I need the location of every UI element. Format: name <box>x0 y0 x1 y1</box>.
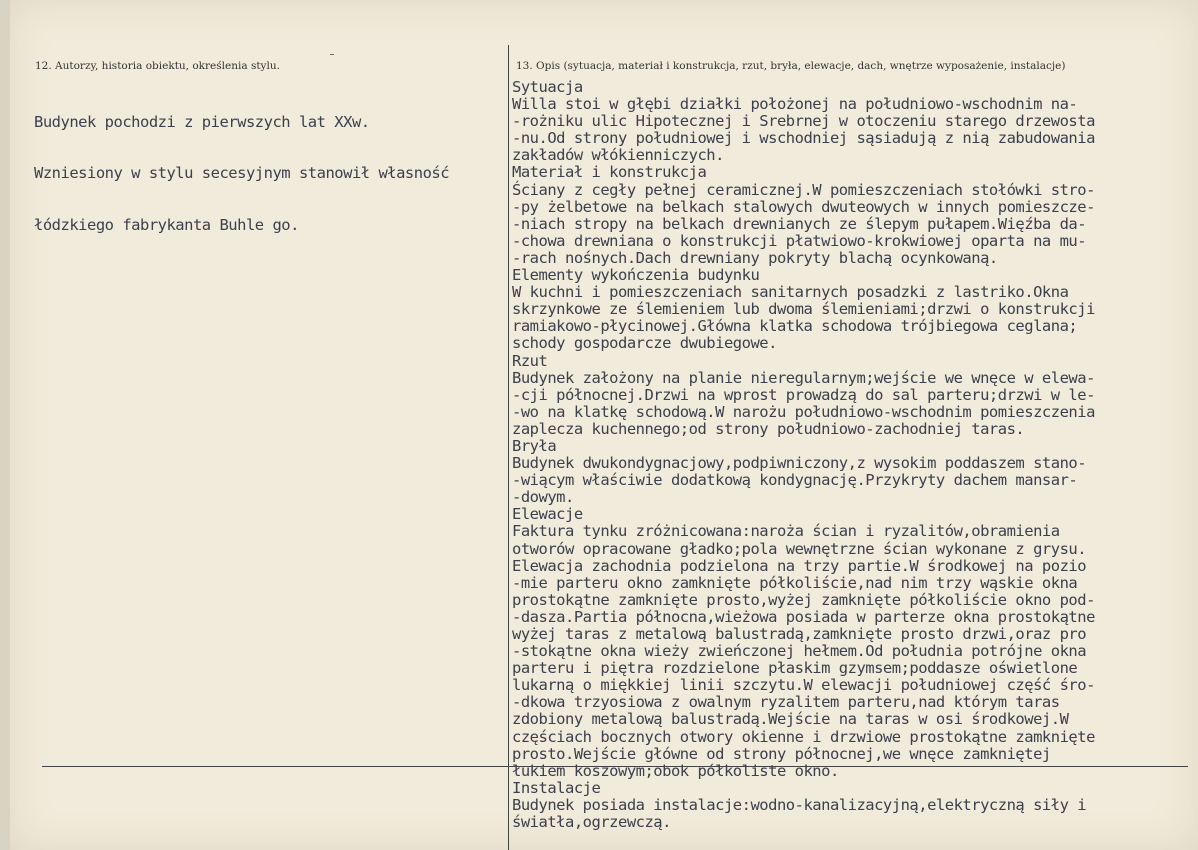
column-divider <box>508 45 509 850</box>
text-line: Budynek założony na planie nieregularnym;wejście we wnęce w elewa- <box>512 368 1095 387</box>
text-line: prostokątne zamknięte prosto,wyżej zamknięte półkoliście okno pod- <box>512 590 1095 609</box>
text-line: -dkowa trzyosiowa z owalnym ryzalitem parteru,nad którym taras <box>512 693 1060 712</box>
field-label-authors-history: 12. Autorzy, historia obiektu, określenia stylu. <box>35 60 280 72</box>
text-line: łódzkiego fabrykanta Buhle go. <box>34 215 299 234</box>
text-line: łukiem koszowym;obok półkoliste okno. <box>512 761 839 780</box>
text-line: wyżej taras z metalową balustradą,zamknięte prosto drzwi,oraz pro <box>512 625 1087 643</box>
typed-text-left <box>34 80 449 251</box>
text-line: Budynek posiada instalacje:wodno-kanalizacyjną,elektryczną siły i <box>512 795 1087 814</box>
page-edge <box>0 0 10 850</box>
text-line: -rach nośnych.Dach drewniany pokryty blachą ocynkowaną. <box>512 248 998 267</box>
text-line: -py żelbetowe na belkach stalowych dwuteowych w innych pomieszcze- <box>512 197 1095 216</box>
text-line: Budynek pochodzi z pierwszych lat XXw. <box>34 113 370 132</box>
text-line: częściach bocznych otwory okienne i drzwiowe prostokątne zamknięte <box>512 727 1095 746</box>
field-label-description: 13. Opis (sytuacja, materiał i konstrukcja, rzut, bryła, elewacje, dach, wnętrze wyposażenie, instalacje) <box>516 60 1066 72</box>
text-line: -niach stropy na belkach drewnianych ze ślepym pułapem.Więźba da- <box>512 214 1087 233</box>
text-line: -stokątne okna wieży zwieńczonej hełmem.Od południa potrójne okna <box>512 642 1087 661</box>
text-line: Materiał i konstrukcja <box>512 163 707 182</box>
stray-mark <box>330 54 334 55</box>
text-line: Elementy wykończenia budynku <box>512 266 760 285</box>
text-line: Rzut <box>512 351 548 370</box>
text-line: -nu.Od strony południowej i wschodniej sąsiadują z nią zabudowania <box>512 129 1095 148</box>
text-line: prosto.Wejście główne od strony północnej,we wnęce zamkniętej <box>512 744 1051 763</box>
text-line: Wzniesiony w stylu secesyjnym stanowił własność <box>34 164 450 183</box>
text-line: -dowym. <box>512 488 574 507</box>
text-line: W kuchni i pomieszczeniach sanitarnych posadzki z lastriko.Okna <box>512 283 1069 302</box>
text-line: Faktura tynku zróżnicowana:naroża ścian i ryzalitów,obramienia <box>512 522 1060 541</box>
text-line: skrzynkowe ze ślemieniem lub dwoma ślemieniami;drzwi o konstrukcji <box>512 300 1095 319</box>
text-line: Sytuacja <box>512 78 583 96</box>
text-line: światła,ogrzewczą. <box>512 813 671 832</box>
text-line: Budynek dwukondygnacjowy,podpiwniczony,z wysokim poddaszem stano- <box>512 454 1087 473</box>
text-line: zdobiony metalową balustradą.Wejście na taras w osi środkowej.W <box>512 710 1069 729</box>
text-line: parteru i piętra rozdzielone płaskim gzymsem;poddasze oświetlone <box>512 659 1078 678</box>
text-line: -mie parteru okno zamknięte półkoliście,nad nim trzy wąskie okna <box>512 573 1078 592</box>
typed-text-right <box>512 79 1095 831</box>
text-line: -rożniku ulic Hipotecznej i Srebrnej w otoczeniu starego drzewosta <box>512 112 1095 131</box>
text-line: -wo na klatkę schodową.W narożu południowo-wschodnim pomieszczenia <box>512 402 1095 421</box>
text-line: otworów opracowane gładko;pola wewnętrzne ścian wykonane z grysu. <box>512 539 1087 558</box>
text-line: -wiącym właściwie dodatkową kondygnację.Przykryty dachem mansar- <box>512 471 1078 490</box>
text-line: Instalacje <box>512 778 601 797</box>
text-line: zakładów włókienniczych. <box>512 146 724 165</box>
text-line: Ściany z cegły pełnej ceramicznej.W pomieszczeniach stołówki stro- <box>512 180 1095 199</box>
text-line: -cji północnej.Drzwi na wprost prowadzą do sal parteru;drzwi w le- <box>512 385 1095 404</box>
text-line: Willa stoi w głębi działki położonej na południowo-wschodnim na- <box>512 95 1078 114</box>
text-line: Elewacja zachodnia podzielona na trzy partie.W środkowej na pozio <box>512 556 1087 575</box>
text-line: Bryła <box>512 436 557 455</box>
text-line: schody gospodarcze dwubiegowe. <box>512 334 777 353</box>
text-line: Elewacje <box>512 505 583 524</box>
text-line: -chowa drewniana o konstrukcji płatwiowo-krokwiowej oparta na mu- <box>512 231 1087 250</box>
text-line: zaplecza kuchennego;od strony południowo-zachodniej taras. <box>512 419 1025 438</box>
text-line: lukarną o miękkiej linii szczytu.W elewacji południowej część śro- <box>512 676 1095 695</box>
text-line: -dasza.Partia północna,wieżowa posiada w parterze okna prostokątne <box>512 607 1095 626</box>
text-line: ramiakowo-płycinowej.Główna klatka schodowa trójbiegowa ceglana; <box>512 317 1078 336</box>
